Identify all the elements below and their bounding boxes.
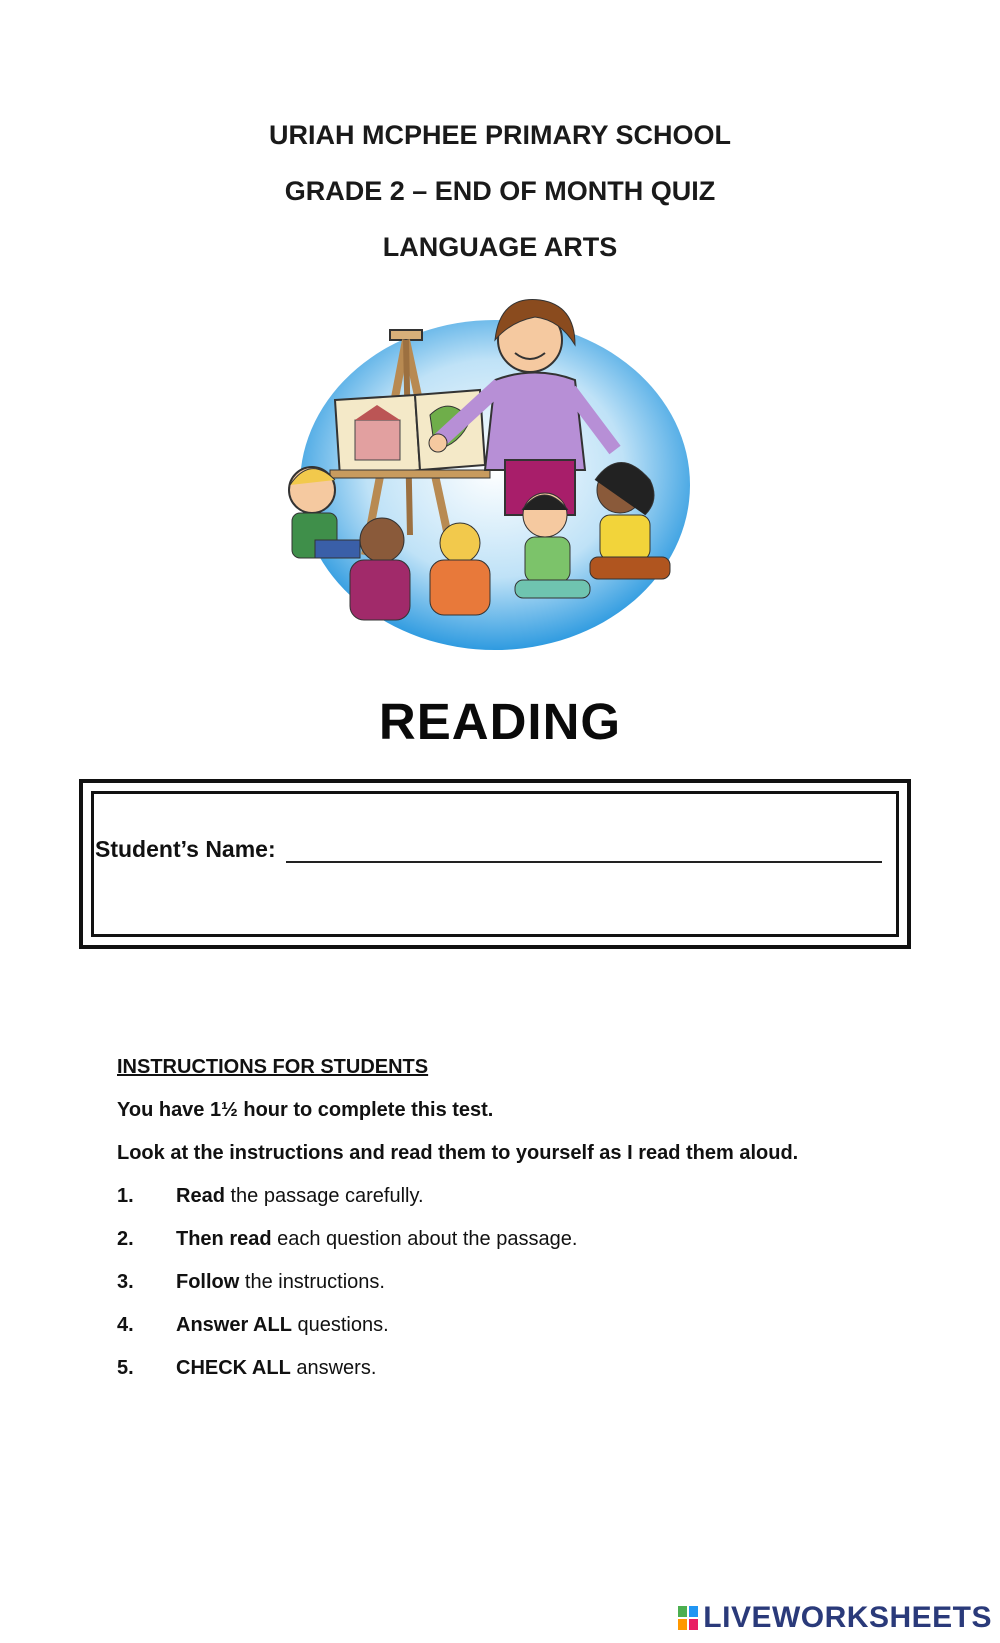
- step-text: [176, 1357, 376, 1380]
- step-text: [176, 1271, 385, 1294]
- step-keyword: CHECK ALL: [176, 1357, 291, 1379]
- step-text: [176, 1314, 389, 1337]
- liveworksheets-watermark[interactable]: [677, 1601, 992, 1635]
- student-name-field[interactable]: [286, 839, 882, 863]
- section-title: READING: [378, 693, 622, 750]
- look-note: Look at the instructions and read them to yourself as I read them aloud.: [117, 1142, 799, 1164]
- step-number: 3.: [117, 1271, 134, 1293]
- step-keyword: Follow: [176, 1271, 240, 1293]
- student-name-box-inner-border: [91, 791, 899, 937]
- step-text: [176, 1228, 577, 1251]
- step-rest: each question about the passage.: [271, 1228, 578, 1250]
- teacher-reading-illustration: [270, 295, 710, 670]
- student-name-label: Student’s Name:: [95, 836, 276, 862]
- step-keyword: Then read: [176, 1228, 272, 1250]
- step-number: 2.: [117, 1228, 134, 1250]
- student-name-row[interactable]: [95, 836, 882, 863]
- step-rest: answers.: [290, 1357, 377, 1379]
- subject-area: LANGUAGE ARTS: [382, 232, 618, 262]
- step-text: [176, 1185, 424, 1208]
- step-number: 4.: [117, 1314, 134, 1336]
- step-keyword: Read: [176, 1185, 225, 1207]
- school-name: URIAH MCPHEE PRIMARY SCHOOL: [268, 120, 732, 150]
- step-number: 1.: [117, 1185, 134, 1207]
- time-note: You have 1½ hour to complete this test.: [117, 1099, 494, 1121]
- step-rest: the passage carefully.: [224, 1185, 424, 1207]
- step-rest: the instructions.: [239, 1271, 385, 1293]
- step-keyword: Answer ALL: [176, 1314, 292, 1336]
- quiz-title: GRADE 2 – END OF MONTH QUIZ: [284, 176, 716, 206]
- student-name-box: [79, 779, 911, 949]
- watermark-text: LIVEWORKSHEETS: [703, 1601, 992, 1634]
- step-number: 5.: [117, 1357, 134, 1379]
- step-rest: questions.: [291, 1314, 389, 1336]
- instructions-heading: INSTRUCTIONS FOR STUDENTS: [117, 1056, 429, 1078]
- liveworksheets-logo-icon: [677, 1605, 699, 1631]
